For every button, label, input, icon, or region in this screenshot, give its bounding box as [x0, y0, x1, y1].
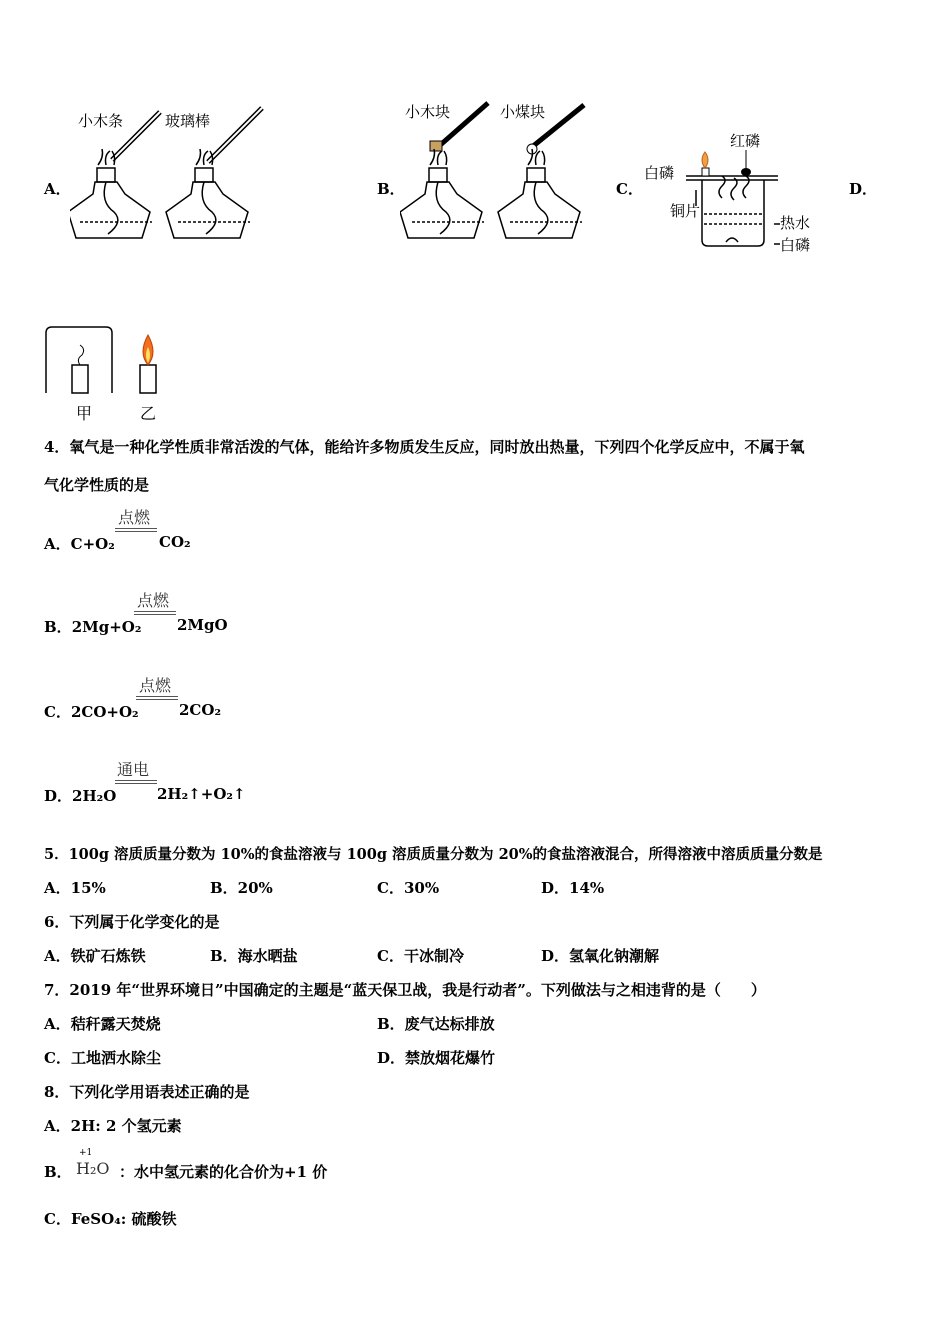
- q5-option-a: A．15%: [44, 879, 106, 897]
- label-small-wood-strip: 小木条: [78, 112, 124, 130]
- label-glass-rod: 玻璃棒: [165, 112, 211, 130]
- q3-option-a-letter: A．: [44, 180, 71, 198]
- q4-d-condition: 通电: [117, 760, 150, 779]
- q6-option-c: C．干冰制冷: [377, 947, 464, 965]
- q3-option-b-letter: B．: [377, 180, 405, 198]
- figure-b-alcohol-lamps: [400, 95, 600, 255]
- q8-option-c: C．FeSO₄: 硫酸铁: [44, 1210, 177, 1228]
- q3-option-c-letter: C．: [616, 180, 643, 198]
- figure-a-alcohol-lamps: [70, 100, 270, 255]
- q4-stem-line2: 气化学性质的是: [44, 476, 150, 494]
- q4-stem-line1: 4．氧气是一种化学性质非常活泼的气体，能给许多物质发生反应，同时放出热量，下列四个化学反应中，不属于氧: [44, 438, 805, 456]
- q7-option-d: D．禁放烟花爆竹: [377, 1049, 496, 1067]
- q6-option-a: A．铁矿石炼铁: [44, 947, 146, 965]
- figure-d-candles: [44, 325, 184, 425]
- label-jia: 甲: [76, 404, 93, 423]
- q7-stem: 7．2019 年“世界环境日”中国确定的主题是“蓝天保卫战，我是行动者”。下列做法与之相违背的是（ ）: [44, 981, 766, 999]
- q4-c-products: 2CO₂: [179, 701, 222, 719]
- q4-c-condition: 点燃: [139, 676, 172, 695]
- label-white-phosphorus-bottom: 白磷: [780, 236, 811, 254]
- q4-a-condition: 点燃: [118, 508, 151, 527]
- q6-option-d: D．氢氧化钠潮解: [541, 947, 660, 965]
- label-hot-water: 热水: [780, 214, 811, 232]
- q4-c-reactants: 2CO+O₂: [70, 703, 139, 721]
- q4-a-products: CO₂: [159, 533, 191, 551]
- q4-option-d: D．2H₂O: [44, 787, 117, 805]
- label-small-wood-block: 小木块: [405, 103, 451, 121]
- q7-option-c: C．工地洒水除尘: [44, 1049, 161, 1067]
- q5-stem: 5．100g 溶质质量分数为 10%的食盐溶液与 100g 溶质质量分数为 20%的食盐溶液混合，所得溶液中溶质质量分数是: [44, 846, 823, 863]
- q8-option-b-valence: +1: [79, 1148, 93, 1158]
- label-small-coal-block: 小煤块: [500, 103, 546, 121]
- q7-option-b: B．废气达标排放: [377, 1015, 495, 1033]
- q5-option-c: C．30%: [377, 879, 440, 897]
- q8-option-b-formula: H₂O: [76, 1159, 110, 1178]
- q8-option-b-letter: B．: [44, 1163, 72, 1181]
- q6-stem: 6．下列属于化学变化的是: [44, 913, 220, 931]
- lamp-right: [166, 149, 250, 238]
- figure-c-phosphorus-beaker: [640, 128, 825, 258]
- q4-option-a: A．C+O₂: [44, 535, 115, 553]
- q6-option-b: B．海水晒盐: [210, 947, 298, 965]
- q4-option-b: B．2Mg+O₂: [44, 618, 142, 636]
- q5-option-d: D．14%: [541, 879, 605, 897]
- q4-c-equals: [136, 696, 178, 697]
- q7-option-a: A．秸秆露天焚烧: [44, 1015, 161, 1033]
- q4-option-c: C．2CO+O₂: [44, 703, 139, 721]
- q4-b-condition: 点燃: [137, 591, 170, 610]
- q4-a-reactants: C+O₂: [70, 535, 115, 553]
- q4-b-reactants: 2Mg+O₂: [71, 618, 142, 636]
- q4-b-products: 2MgO: [177, 616, 228, 634]
- q4-d-reactants: 2H₂O: [72, 787, 117, 805]
- lamp-left: [70, 149, 152, 238]
- label-copper-sheet: 铜片: [670, 202, 701, 220]
- q5-option-b: B．20%: [210, 879, 273, 897]
- label-white-phosphorus-top: 白磷: [644, 164, 675, 182]
- q4-d-products: 2H₂↑+O₂↑: [157, 785, 246, 803]
- q8-option-b-text: ：水中氢元素的化合价为+1 价: [119, 1163, 328, 1181]
- q4-a-equals: [115, 528, 157, 529]
- q4-d-equals: [115, 780, 157, 781]
- q8-stem: 8．下列化学用语表述正确的是: [44, 1083, 250, 1101]
- q3-option-d-letter: D．: [849, 180, 878, 198]
- q4-b-equals: [134, 611, 176, 612]
- label-red-phosphorus: 红磷: [730, 132, 761, 150]
- q8-option-a: A．2H: 2 个氢元素: [44, 1117, 182, 1135]
- label-yi: 乙: [140, 404, 157, 423]
